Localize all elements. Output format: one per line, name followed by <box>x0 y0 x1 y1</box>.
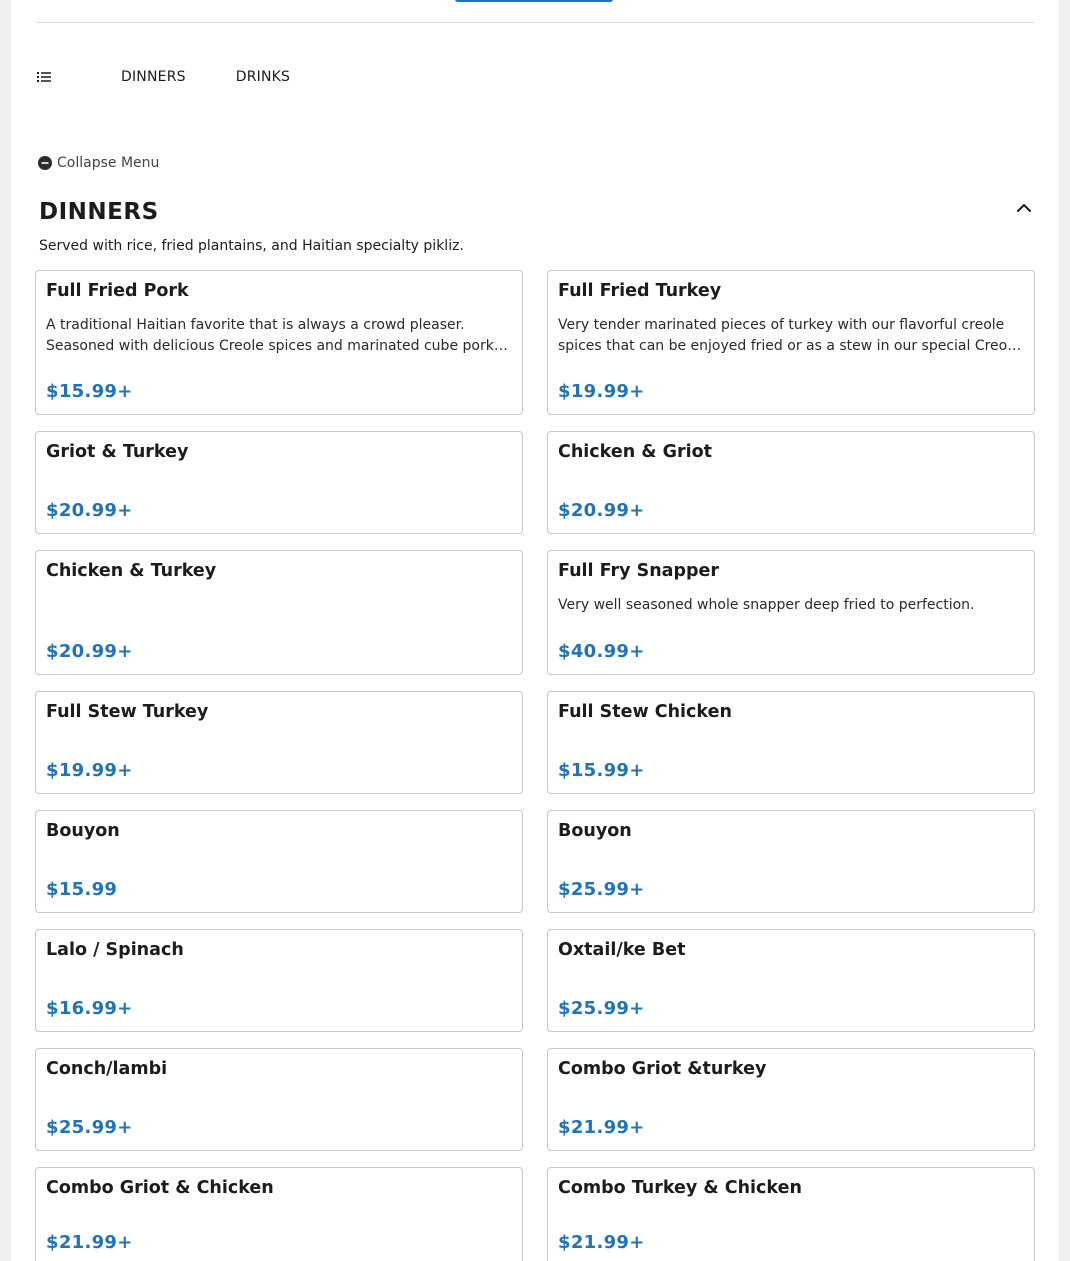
menu-item-name: Full Stew Chicken <box>558 702 732 722</box>
collapse-menu-label: Collapse Menu <box>57 155 160 171</box>
category-link-dinners[interactable]: DINNERS <box>121 69 186 85</box>
menu-item-description: Very tender marinated pieces of turkey with our flavorful creole spices that can be enjoyed fried or as a stew in our special Creo… <box>558 317 1022 354</box>
menu-item-name: Bouyon <box>46 821 120 841</box>
menu-item-card[interactable] <box>35 1048 523 1151</box>
menu-item-name: Combo Griot & Chicken <box>46 1178 274 1198</box>
menu-item-price: $15.99 <box>46 879 118 900</box>
collapse-menu-button[interactable] <box>38 155 159 171</box>
menu-item-card[interactable] <box>547 1167 1035 1261</box>
menu-item-price: $21.99+ <box>558 1117 645 1138</box>
menu-item-name: Full Fry Snapper <box>558 561 720 581</box>
section-description: Served with rice, fried plantains, and Haitian specialty pikliz. <box>39 238 464 254</box>
menu-item-description: Very well seasoned whole snapper deep fried to perfection. <box>558 597 975 613</box>
menu-item-price: $15.99+ <box>46 381 133 402</box>
menu-item-card[interactable] <box>547 691 1035 794</box>
menu-item-name: Combo Griot &turkey <box>558 1059 767 1079</box>
chevron-up-icon[interactable] <box>1015 199 1033 217</box>
menu-page <box>11 0 1059 1261</box>
menu-item-price: $25.99+ <box>46 1117 133 1138</box>
menu-item-name: Chicken & Turkey <box>46 561 217 581</box>
menu-item-card[interactable] <box>35 431 523 534</box>
menu-item-card[interactable] <box>35 810 523 913</box>
menu-item-price: $20.99+ <box>558 500 645 521</box>
menu-item-card[interactable] <box>547 929 1035 1032</box>
menu-item-price: $25.99+ <box>558 998 645 1019</box>
menu-item-name: Combo Turkey & Chicken <box>558 1178 802 1198</box>
menu-item-card[interactable] <box>547 270 1035 415</box>
menu-item-price: $15.99+ <box>558 760 645 781</box>
menu-item-description: A traditional Haitian favorite that is always a crowd pleaser. Seasoned with delicious Creole spices and marinated cube pork… <box>46 317 508 354</box>
menu-item-card[interactable] <box>547 810 1035 913</box>
menu-item-card[interactable] <box>547 1048 1035 1151</box>
menu-item-card[interactable] <box>35 270 523 415</box>
menu-item-card[interactable] <box>35 691 523 794</box>
menu-item-name: Lalo / Spinach <box>46 940 184 960</box>
menu-item-card[interactable] <box>35 929 523 1032</box>
minus-circle-icon <box>38 156 52 170</box>
active-tab-indicator <box>455 0 613 2</box>
section-title: DINNERS <box>39 199 159 225</box>
menu-item-card[interactable] <box>35 550 523 675</box>
menu-item-price: $20.99+ <box>46 641 133 662</box>
menu-item-name: Full Stew Turkey <box>46 702 209 722</box>
menu-item-name: Full Fried Pork <box>46 281 189 301</box>
divider <box>36 22 1034 23</box>
menu-item-card[interactable] <box>547 431 1035 534</box>
menu-item-name: Full Fried Turkey <box>558 281 722 301</box>
menu-item-name: Bouyon <box>558 821 632 841</box>
menu-item-price: $21.99+ <box>558 1232 645 1253</box>
menu-item-name: Chicken & Griot <box>558 442 712 462</box>
menu-item-price: $25.99+ <box>558 879 645 900</box>
menu-item-name: Griot & Turkey <box>46 442 189 462</box>
menu-item-price: $19.99+ <box>46 760 133 781</box>
menu-item-card[interactable] <box>547 550 1035 675</box>
menu-item-price: $19.99+ <box>558 381 645 402</box>
menu-item-name: Oxtail/ke Bet <box>558 940 686 960</box>
category-link-drinks[interactable]: DRINKS <box>235 69 291 85</box>
menu-item-price: $20.99+ <box>46 500 133 521</box>
category-nav <box>36 62 290 92</box>
menu-item-price: $21.99+ <box>46 1232 133 1253</box>
menu-item-card[interactable] <box>35 1167 523 1261</box>
menu-item-price: $16.99+ <box>46 998 133 1019</box>
menu-item-name: Conch/lambi <box>46 1059 168 1079</box>
list-icon[interactable] <box>36 69 52 85</box>
menu-item-price: $40.99+ <box>558 641 645 662</box>
